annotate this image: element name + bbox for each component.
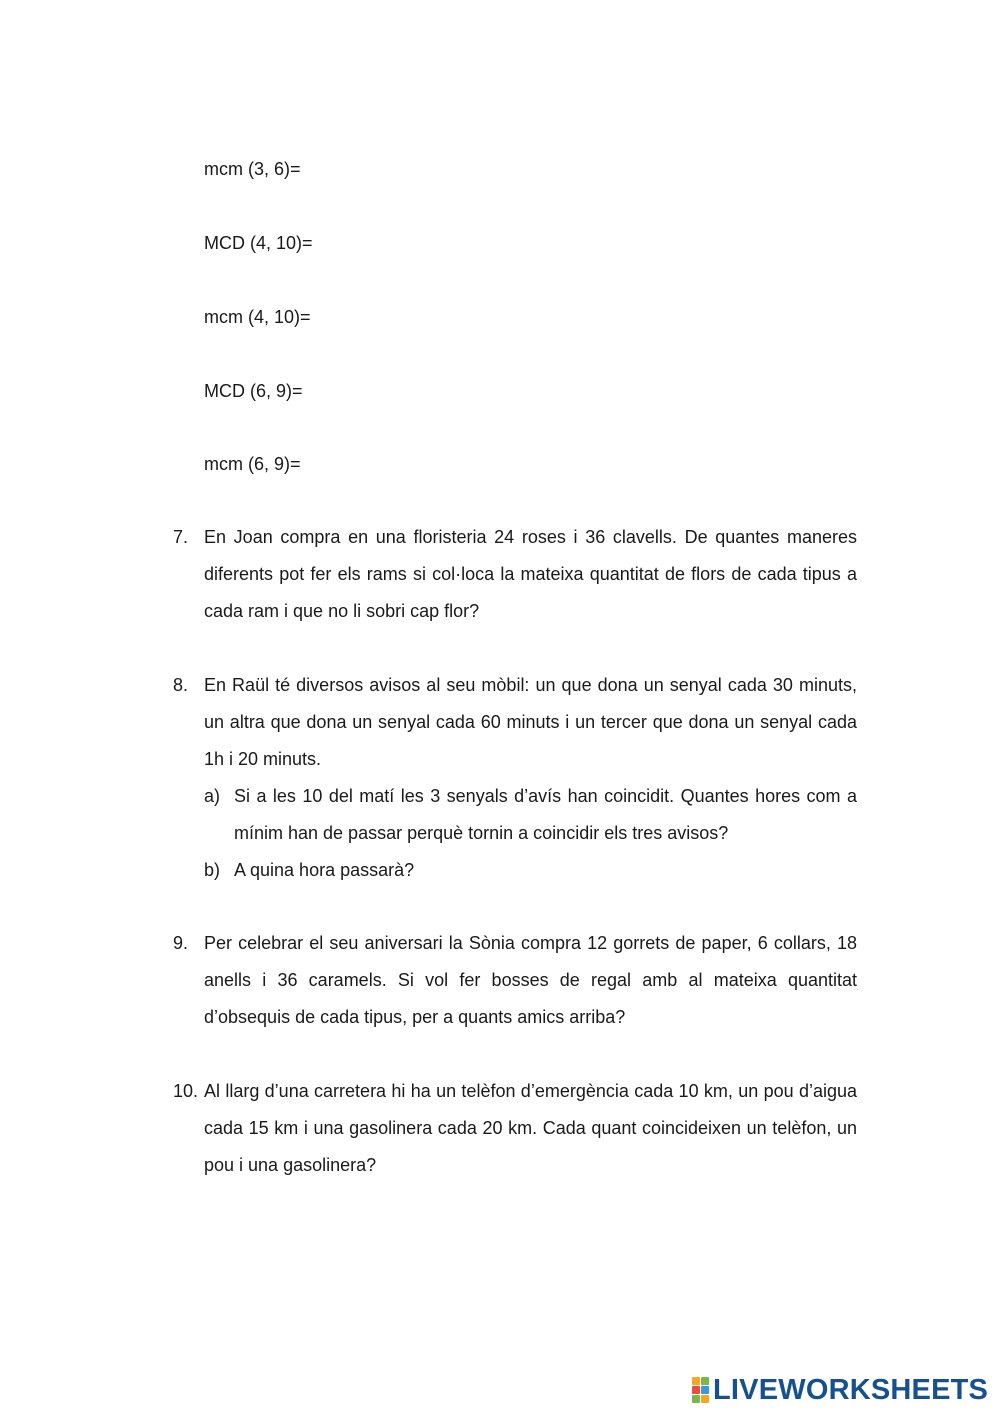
liveworksheets-logo [692, 1374, 988, 1406]
expression-mcm-3-6: mcm (3, 6)= [204, 159, 301, 179]
subquestion-label: a) [204, 786, 221, 806]
subquestion-a [204, 778, 857, 852]
question-text: En Raül té diversos avisos al seu mòbil: un que dona un senyal cada 30 minuts, un altra que dona un senyal cada 60 minuts i un tercer que dona un senyal cada 1h i 20 minuts. [204, 675, 857, 769]
question-number: 8. [173, 675, 189, 695]
logo-icon [692, 1377, 709, 1403]
expression-mcm-4-10: mcm (4, 10)= [204, 307, 311, 327]
subquestion-label: b) [204, 860, 221, 880]
subquestion-text: A quina hora passarà? [234, 860, 415, 880]
question-number: 9. [173, 933, 189, 953]
subquestion-b [204, 852, 857, 889]
question-7 [173, 519, 857, 630]
question-text: Per celebrar el seu aniversari la Sònia compra 12 gorrets de paper, 6 collars, 18 anells i 36 caramels. Si vol fer bosses de regal amb al mateixa quantitat d’obsequis de cada tipus, per a quants amics arriba? [204, 933, 857, 1027]
logo-text: LIVEWORKSHEETS [713, 1373, 989, 1406]
expression-mcm-6-9: mcm (6, 9)= [204, 454, 301, 474]
question-8 [173, 667, 857, 889]
question-text: En Joan compra en una floristeria 24 roses i 36 clavells. De quantes maneres diferents pot fer els rams si col·loca la mateixa quantitat de flors de cada tipus a cada ram i que no li sobri cap flor? [204, 527, 857, 621]
expression-mcd-6-9: MCD (6, 9)= [204, 381, 303, 401]
question-number: 10. [173, 1081, 199, 1101]
question-9 [173, 925, 857, 1036]
expression-mcd-4-10: MCD (4, 10)= [204, 233, 313, 253]
question-10 [173, 1073, 857, 1184]
subquestion-text: Si a les 10 del matí les 3 senyals d’avís han coincidit. Quantes hores com a mínim han de passar perquè tornin a coincidir els tres avisos? [234, 786, 857, 843]
question-text: Al llarg d’una carretera hi ha un telèfon d’emergència cada 10 km, un pou d’aigua cada 15 km i una gasolinera cada 20 km. Cada quant coincideixen un telèfon, un pou i una gasolinera? [204, 1081, 857, 1175]
question-number: 7. [173, 527, 189, 547]
